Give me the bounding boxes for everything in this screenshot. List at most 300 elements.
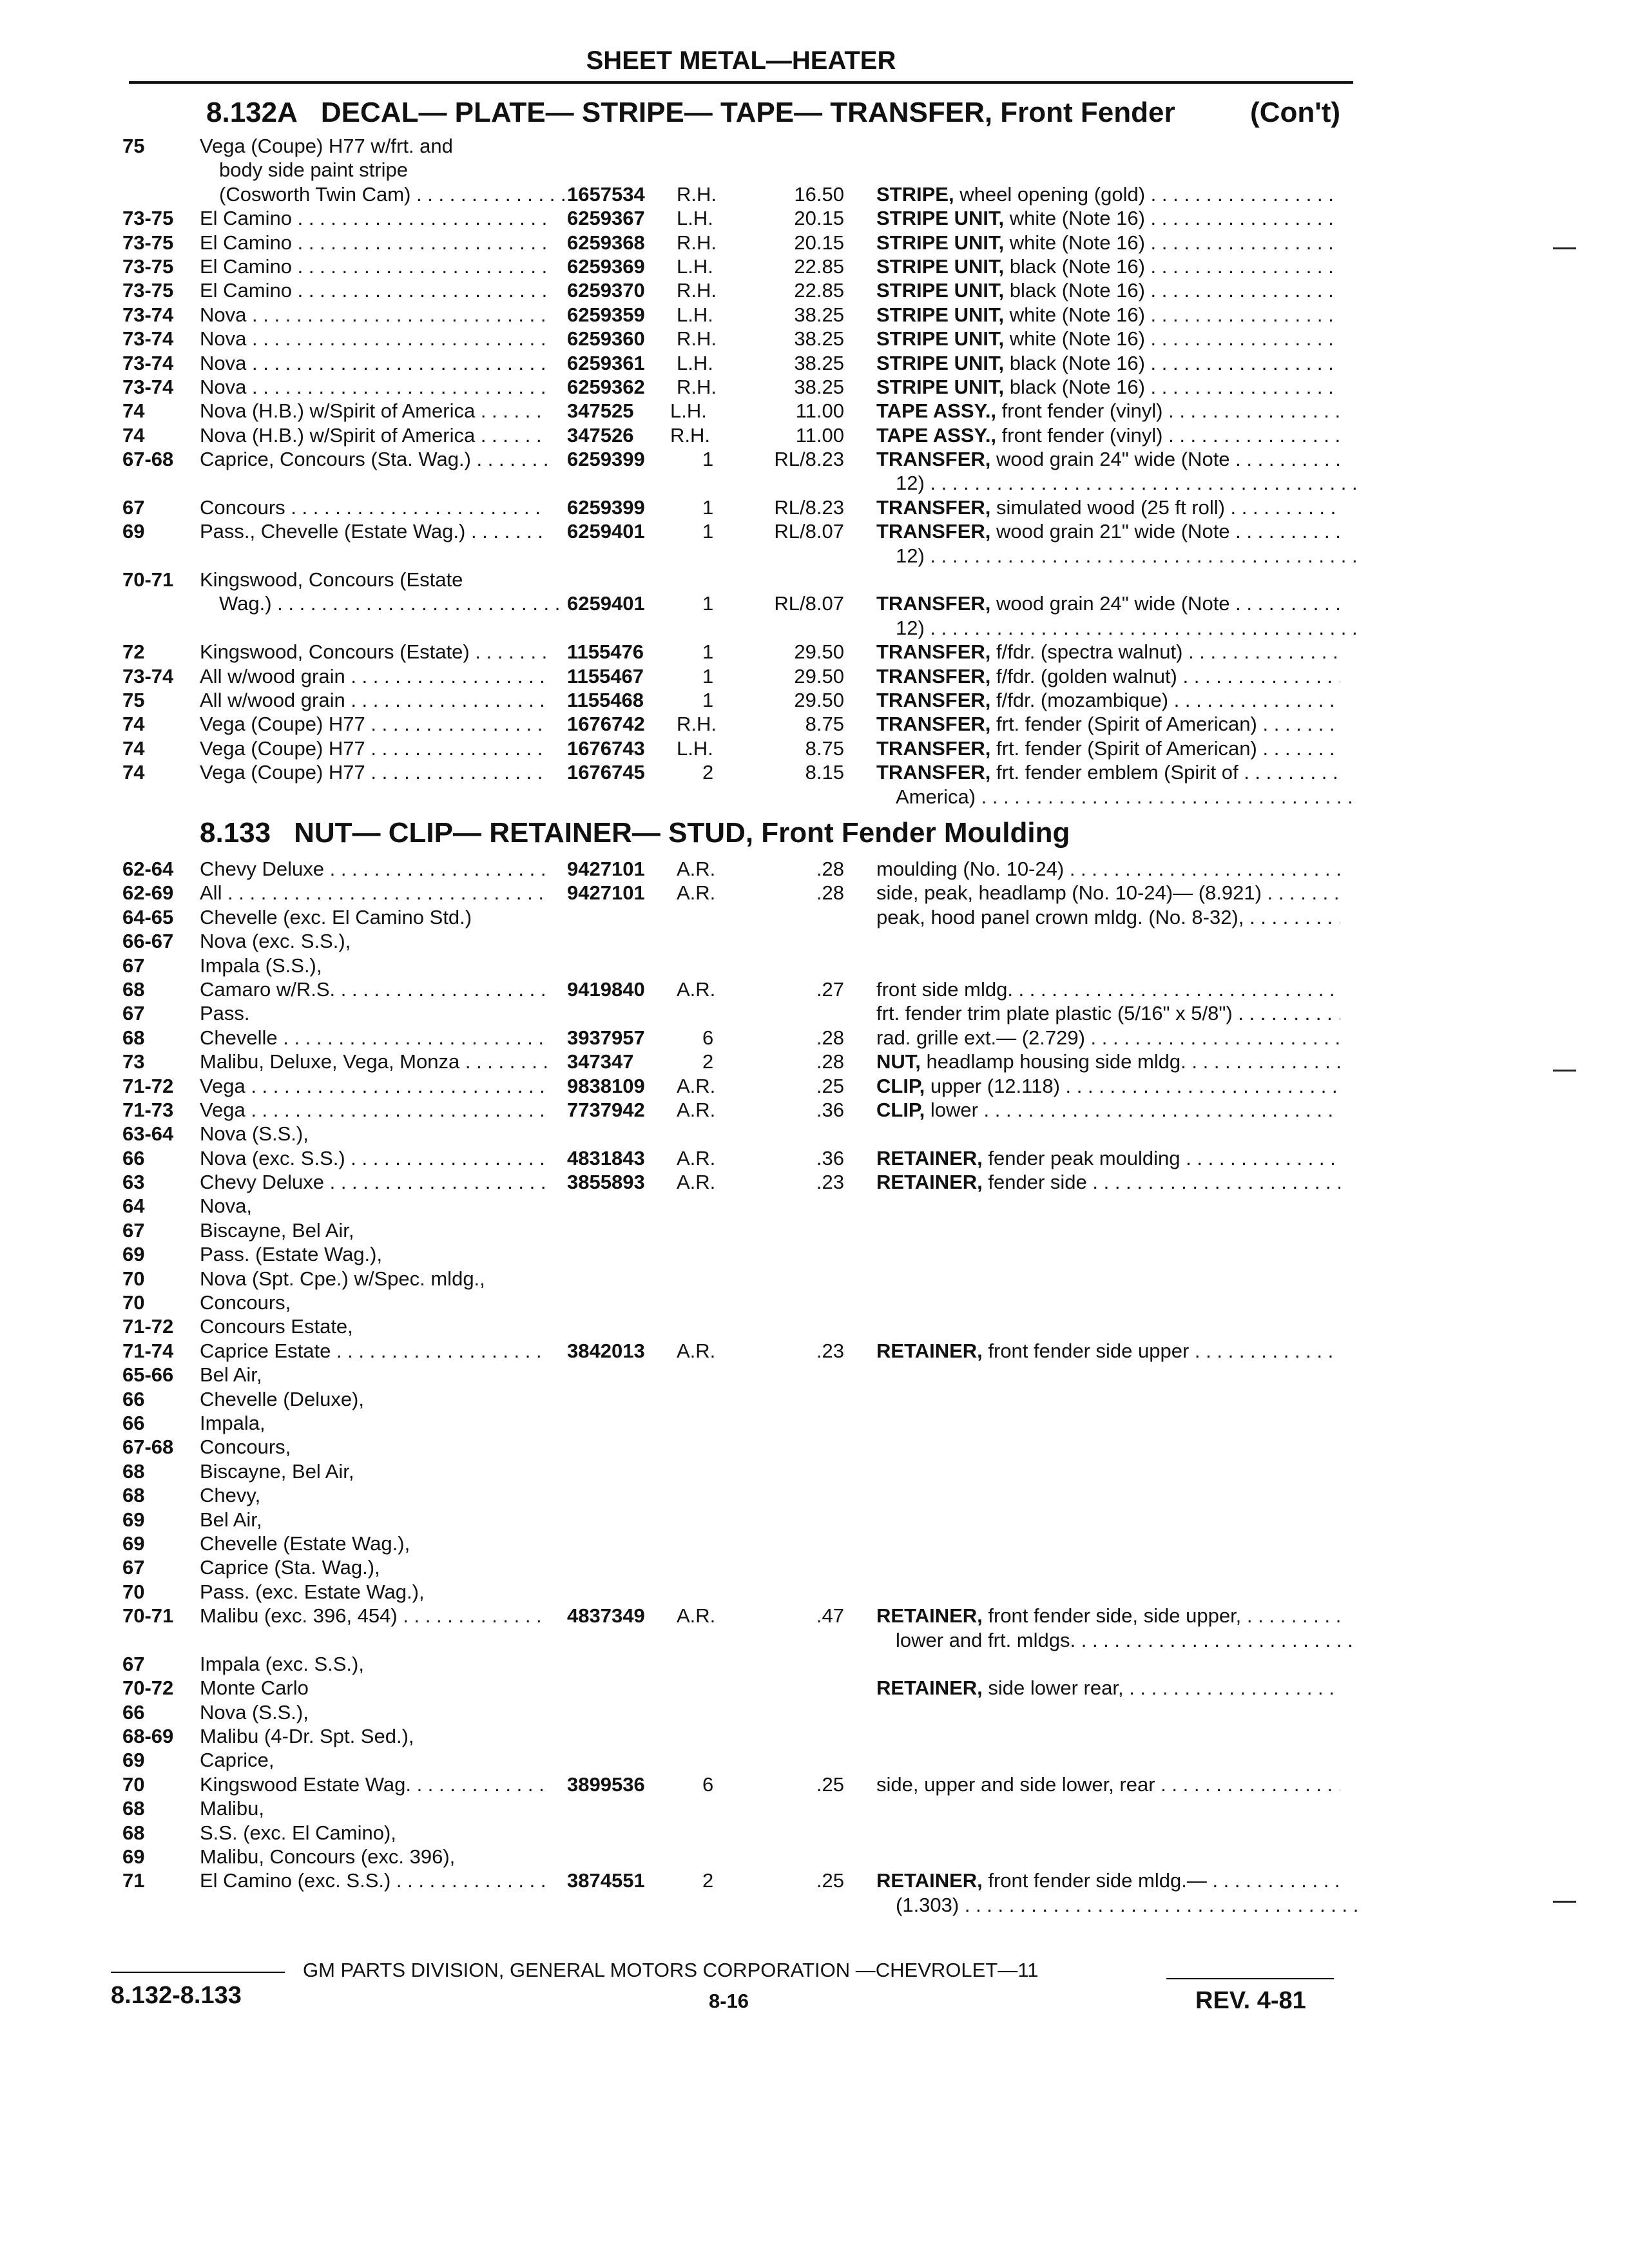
quantity: 1: [702, 448, 714, 471]
vehicle-model: Nova . . .: [200, 351, 548, 375]
part-number-value: 6259399: [567, 448, 645, 471]
part-description-text: frt. fender (Spirit of American): [990, 713, 1257, 736]
part-type: TRANSFER,: [876, 713, 991, 736]
table-row: [0, 1604, 1629, 1628]
part-description-text: front fender side mldg.—: [982, 1869, 1207, 1892]
part-description: [876, 519, 1340, 543]
part-number-value: 3874551: [567, 1869, 645, 1892]
part-description-text: peak, hood panel crown mldg. (No. 8-32),: [876, 905, 1244, 928]
part-description-text: side, peak, headlamp (No. 10-24)— (8.921): [876, 881, 1262, 905]
vehicle-model: All . . .: [200, 881, 548, 905]
part-description: [896, 471, 1360, 495]
table-row: [0, 278, 1629, 302]
vehicle-model: Kingswood, Concours (Estate) . . .: [200, 640, 548, 664]
price-value: RL/8.07: [774, 592, 844, 615]
part-description: [876, 1170, 1340, 1194]
part-description: [876, 736, 1340, 760]
part-description-text: black (Note 16): [1004, 279, 1145, 302]
vehicle-model: Caprice Estate . . .: [200, 1339, 548, 1363]
part-number: [567, 1773, 645, 1796]
part-description-text: America): [896, 785, 976, 808]
part-number-value: 6259369: [567, 255, 645, 278]
part-description: [876, 351, 1340, 375]
page-header: SHEET METAL—HEATER: [586, 46, 896, 75]
part-number: [567, 1869, 645, 1892]
part-description: [876, 327, 1340, 351]
part-description: [876, 905, 1340, 929]
part-description: [876, 712, 1340, 736]
table-row: [0, 1676, 1629, 1700]
vehicle-model: Vega (Coupe) H77 . . .: [200, 712, 548, 736]
table-row: [0, 1291, 1629, 1314]
part-number-value: 6259370: [567, 279, 645, 302]
table-row: [0, 1387, 1629, 1411]
table-row: [0, 182, 1629, 206]
part-number: [567, 640, 644, 664]
part-number: [567, 1098, 645, 1122]
vehicle-model: Impala (S.S.),: [200, 954, 322, 977]
vehicle-model: Camaro w/R.S. . . .: [200, 977, 548, 1001]
quantity: 1: [702, 664, 714, 687]
vehicle-model: Chevelle (Deluxe),: [200, 1387, 364, 1410]
table-row: [0, 1194, 1629, 1218]
vehicle-model: Pass. (Estate Wag.),: [200, 1243, 383, 1266]
part-number: [567, 712, 645, 736]
part-description-text: white (Note 16): [1004, 327, 1145, 351]
part-description: [876, 255, 1340, 278]
table-row: [0, 1700, 1629, 1724]
vehicle-model: El Camino . . .: [200, 278, 548, 302]
table-row: [0, 1122, 1629, 1146]
part-type: RETAINER,: [876, 1339, 983, 1362]
part-description: [876, 303, 1340, 327]
model-years: 66: [122, 1387, 145, 1410]
part-description: [896, 544, 1360, 568]
price-value: 8.75: [805, 713, 844, 736]
part-description: [876, 1604, 1340, 1628]
part-number: [567, 375, 645, 399]
price-value: 29.50: [794, 688, 844, 711]
vehicle-model: El Camino . . .: [200, 206, 548, 230]
part-description-text: f/fdr. (spectra walnut): [990, 640, 1183, 664]
part-description: [896, 785, 1360, 809]
quantity: R.H.: [677, 182, 717, 206]
model-years: 69: [122, 1845, 145, 1869]
part-type: STRIPE UNIT,: [876, 327, 1005, 351]
part-description: [876, 231, 1340, 255]
price-value: .36: [816, 1098, 844, 1121]
model-years: 67-68: [122, 448, 174, 471]
model-years: 69: [122, 520, 145, 543]
part-description: [876, 760, 1340, 784]
model-years: 69: [122, 1532, 145, 1555]
footer-section-ref: 8.132-8.133: [111, 1982, 242, 2009]
part-description-text: lower: [925, 1098, 978, 1121]
vehicle-model: Concours Estate,: [200, 1315, 353, 1338]
quantity: A.R.: [677, 1098, 716, 1121]
model-years: 71-74: [122, 1339, 174, 1362]
table-row: [0, 568, 1629, 591]
table-row: [0, 616, 1629, 640]
price-value: RL/8.07: [774, 520, 844, 543]
part-description-text: 12): [896, 616, 925, 639]
vehicle-model: Vega (Coupe) H77 . . .: [200, 760, 548, 784]
model-years: 74: [122, 713, 145, 736]
part-description-text: frt. fender (Spirit of American): [990, 736, 1257, 760]
vehicle-model: Nova (Spt. Cpe.) w/Spec. mldg.,: [200, 1267, 485, 1290]
part-type: STRIPE UNIT,: [876, 375, 1005, 398]
part-number: [567, 1604, 645, 1628]
table-row: [0, 760, 1629, 784]
quantity: 2: [702, 1050, 714, 1073]
model-years: 66: [122, 1700, 145, 1724]
part-number: [567, 881, 645, 905]
part-description-text: 12): [896, 472, 925, 495]
vehicle-model: Vega . . .: [200, 1098, 548, 1122]
price-value: .28: [816, 881, 844, 905]
part-number: [567, 519, 645, 543]
model-years: 68: [122, 977, 145, 1001]
vehicle-model: Nova . . .: [200, 327, 548, 351]
model-years: 74: [122, 423, 145, 447]
model-years: 68: [122, 1484, 145, 1507]
model-years: 67: [122, 495, 145, 519]
part-description-text: wood grain 24" wide (Note: [990, 592, 1230, 615]
table-row: [0, 1508, 1629, 1532]
quantity: 6: [702, 1773, 714, 1796]
vehicle-model: Concours,: [200, 1436, 291, 1459]
part-description: [876, 206, 1340, 230]
header-rule: [129, 81, 1353, 84]
part-description: [876, 1098, 1340, 1122]
quantity: A.R.: [677, 1074, 716, 1097]
model-years: 68: [122, 1026, 145, 1049]
model-years: 68: [122, 1797, 145, 1820]
price-value: 8.15: [805, 761, 844, 784]
table-row: [0, 1050, 1629, 1073]
part-description: [876, 1050, 1340, 1073]
vehicle-model: Nova . . .: [200, 303, 548, 327]
vehicle-model: Impala,: [200, 1411, 265, 1434]
part-number-value: 9838109: [567, 1074, 645, 1097]
price-value: 29.50: [794, 640, 844, 664]
table-row: [0, 1796, 1629, 1820]
vehicle-model: Bel Air,: [200, 1363, 262, 1387]
model-years: 70-72: [122, 1677, 174, 1700]
model-years: 70: [122, 1291, 145, 1314]
quantity: 2: [702, 1869, 714, 1892]
part-number: [567, 736, 645, 760]
part-type: TRANSFER,: [876, 688, 991, 711]
part-type: RETAINER,: [876, 1677, 983, 1700]
part-type: STRIPE UNIT,: [876, 279, 1005, 302]
table-row: [0, 1580, 1629, 1604]
part-number: [567, 399, 633, 423]
section-number: 8.133: [200, 817, 271, 849]
part-number-value: 347347: [567, 1050, 634, 1073]
vehicle-model: Caprice, Concours (Sta. Wag.) . . .: [200, 447, 548, 471]
price-value: .23: [816, 1171, 844, 1194]
part-number-value: 9427101: [567, 881, 645, 905]
table-row: [0, 471, 1629, 495]
table-row: [0, 1411, 1629, 1435]
table-row: [0, 544, 1629, 568]
quantity: R.H.: [677, 231, 717, 254]
model-years: 73: [122, 1050, 145, 1073]
table-row: [0, 447, 1629, 471]
model-years: 71-73: [122, 1098, 174, 1121]
part-description-text: fender peak moulding: [982, 1146, 1181, 1169]
part-type: STRIPE UNIT,: [876, 231, 1005, 254]
table-row: [0, 640, 1629, 664]
model-years: 71: [122, 1869, 145, 1892]
quantity: 2: [702, 761, 714, 784]
quantity: L.H.: [670, 399, 707, 423]
part-description-text: frt. fender emblem (Spirit of: [990, 761, 1239, 784]
part-type: TAPE ASSY.,: [876, 423, 997, 447]
part-number-value: 6259360: [567, 327, 645, 351]
part-description: [896, 616, 1360, 640]
vehicle-model: All w/wood grain . . .: [200, 664, 548, 688]
model-years: 63: [122, 1171, 145, 1194]
part-number: [567, 327, 645, 351]
vehicle-model: body side paint stripe: [219, 159, 408, 182]
model-years: 67: [122, 1002, 145, 1025]
continued-label: (Con't): [1250, 97, 1340, 128]
table-row: [0, 1170, 1629, 1194]
part-number: [567, 423, 633, 447]
vehicle-model: Pass. (exc. Estate Wag.),: [200, 1580, 425, 1603]
part-description-text: front fender (vinyl): [996, 423, 1163, 447]
model-years: 67: [122, 1652, 145, 1675]
table-row: [0, 857, 1629, 881]
quantity: L.H.: [677, 351, 713, 374]
part-description: [876, 664, 1340, 688]
table-row: [0, 351, 1629, 375]
part-number: [567, 1339, 645, 1363]
vehicle-model: Nova (H.B.) w/Spirit of America . . .: [200, 399, 548, 423]
part-number: [567, 688, 644, 712]
part-type: TRANSFER,: [876, 495, 991, 519]
part-number-value: 347525: [567, 399, 634, 423]
part-description-text: upper (12.118): [925, 1074, 1060, 1097]
model-years: 73-75: [122, 255, 174, 278]
model-years: 73-75: [122, 207, 174, 230]
part-description: [876, 881, 1340, 905]
table-row: [0, 1483, 1629, 1507]
table-row: [0, 1555, 1629, 1579]
part-description-text: wheel opening (gold): [954, 182, 1146, 206]
model-years: 64-65: [122, 905, 174, 928]
parts-list-8-132a: [0, 134, 1629, 809]
section-heading: NUT— CLIP— RETAINER— STUD, Front Fender Moulding: [294, 817, 1070, 849]
table-row: [0, 1314, 1629, 1338]
model-years: 73-74: [122, 327, 174, 351]
part-description: [876, 447, 1340, 471]
quantity: R.H.: [677, 279, 717, 302]
part-number: [567, 255, 645, 278]
part-type: CLIP,: [876, 1074, 925, 1097]
part-description: [876, 857, 1340, 881]
part-number-value: 3842013: [567, 1339, 645, 1362]
part-number: [567, 182, 645, 206]
table-row: [0, 519, 1629, 543]
part-description: [876, 1146, 1340, 1170]
quantity: L.H.: [677, 303, 713, 326]
part-type: RETAINER,: [876, 1869, 983, 1892]
model-years: 66-67: [122, 930, 174, 953]
part-number-value: 1155467: [567, 664, 644, 687]
part-number: [567, 857, 645, 881]
vehicle-model: All w/wood grain . . .: [200, 688, 548, 712]
part-number: [567, 1074, 645, 1098]
model-years: 73-75: [122, 279, 174, 302]
part-number-value: 1155476: [567, 640, 644, 664]
quantity: A.R.: [677, 1146, 716, 1169]
part-number-value: 6259359: [567, 303, 645, 326]
vehicle-model: Malibu,: [200, 1797, 264, 1820]
part-description-text: white (Note 16): [1004, 207, 1145, 230]
table-row: [0, 1146, 1629, 1170]
table-row: [0, 1869, 1629, 1892]
part-number-value: 6259362: [567, 375, 645, 398]
model-years: 73-74: [122, 303, 174, 326]
table-row: [0, 255, 1629, 278]
vehicle-model: Vega (Coupe) H77 w/frt. and: [200, 135, 453, 157]
model-years: 66: [122, 1146, 145, 1169]
part-number: [567, 278, 645, 302]
part-description: [876, 688, 1340, 712]
part-number-value: 6259361: [567, 351, 645, 374]
model-years: 69: [122, 1243, 145, 1266]
vehicle-model: Chevy Deluxe . . .: [200, 857, 548, 881]
model-years: 62-69: [122, 881, 174, 905]
model-years: 71-72: [122, 1074, 174, 1097]
table-row: [0, 1459, 1629, 1483]
part-description: [876, 1339, 1340, 1363]
vehicle-model: Monte Carlo: [200, 1677, 309, 1700]
quantity: 1: [702, 495, 714, 519]
vehicle-model: Pass., Chevelle (Estate Wag.) . . .: [200, 519, 548, 543]
vehicle-model: El Camino . . .: [200, 255, 548, 278]
margin-mark: [1553, 247, 1576, 249]
model-years: 74: [122, 761, 145, 784]
part-number-value: 3937957: [567, 1026, 645, 1049]
vehicle-model: Kingswood, Concours (Estate: [200, 568, 463, 591]
table-row: [0, 1532, 1629, 1555]
table-row: [0, 303, 1629, 327]
quantity: 1: [702, 640, 714, 664]
table-row: [0, 1001, 1629, 1025]
quantity: L.H.: [677, 736, 713, 760]
part-type: STRIPE UNIT,: [876, 255, 1005, 278]
part-type: RETAINER,: [876, 1604, 983, 1628]
quantity: A.R.: [677, 977, 716, 1001]
part-description-text: headlamp housing side mldg.: [920, 1050, 1186, 1073]
model-years: 73-74: [122, 351, 174, 374]
vehicle-model: Concours . . .: [200, 495, 548, 519]
quantity: A.R.: [677, 881, 716, 905]
part-number: [567, 1026, 645, 1050]
part-description-text: front fender side upper: [982, 1339, 1190, 1362]
price-value: 20.15: [794, 207, 844, 230]
price-value: 38.25: [794, 303, 844, 326]
part-number-value: 7737942: [567, 1098, 645, 1121]
part-number: [567, 760, 645, 784]
part-number: [567, 591, 645, 615]
section-title-8-133: [200, 817, 1070, 849]
part-description-text: side lower rear,: [982, 1677, 1124, 1700]
part-description-text: 12): [896, 544, 925, 567]
part-description-text: simulated wood (25 ft roll): [990, 495, 1225, 519]
quantity: A.R.: [677, 1171, 716, 1194]
table-row: [0, 688, 1629, 712]
footer-rule: [111, 1972, 285, 1973]
price-value: 20.15: [794, 231, 844, 254]
vehicle-model: Caprice (Sta. Wag.),: [200, 1556, 380, 1579]
price-value: .27: [816, 977, 844, 1001]
model-years: 70: [122, 1267, 145, 1290]
price-value: 38.25: [794, 375, 844, 398]
vehicle-model: Nova (exc. S.S.),: [200, 930, 351, 953]
part-description: [876, 1001, 1340, 1025]
table-row: [0, 591, 1629, 615]
section-title-8-132a: [206, 97, 1340, 129]
part-type: STRIPE UNIT,: [876, 207, 1005, 230]
part-description: [876, 977, 1340, 1001]
price-value: .47: [816, 1604, 844, 1628]
table-row: [0, 977, 1629, 1001]
part-description-text: black (Note 16): [1004, 255, 1145, 278]
table-row: [0, 327, 1629, 351]
part-number: [567, 664, 644, 688]
vehicle-model: Biscayne, Bel Air,: [200, 1459, 354, 1483]
quantity: R.H.: [677, 375, 717, 398]
part-type: TRANSFER,: [876, 640, 991, 664]
part-number: [567, 447, 645, 471]
part-description: [896, 1628, 1360, 1652]
price-value: 29.50: [794, 664, 844, 687]
part-number: [567, 351, 645, 375]
part-number-value: 9419840: [567, 977, 645, 1001]
part-number-value: 6259367: [567, 207, 645, 230]
part-description: [896, 1893, 1360, 1917]
part-description-text: f/fdr. (mozambique): [990, 688, 1169, 711]
quantity: A.R.: [677, 1604, 716, 1628]
model-years: 73-75: [122, 231, 174, 254]
vehicle-model: El Camino . . .: [200, 231, 548, 255]
part-number-value: 9427101: [567, 858, 645, 880]
vehicle-model: Chevelle (exc. El Camino Std.): [200, 905, 472, 928]
part-number-value: 6259401: [567, 592, 645, 615]
vehicle-model: S.S. (exc. El Camino),: [200, 1821, 396, 1844]
model-years: 74: [122, 399, 145, 423]
part-type: STRIPE UNIT,: [876, 303, 1005, 326]
table-row: [0, 1628, 1629, 1652]
vehicle-model: Biscayne, Bel Air,: [200, 1218, 354, 1242]
quantity: 1: [702, 688, 714, 711]
part-description: [876, 399, 1340, 423]
quantity: A.R.: [677, 858, 716, 880]
table-row: [0, 664, 1629, 688]
quantity: 6: [702, 1026, 714, 1049]
part-description-text: black (Note 16): [1004, 375, 1145, 398]
part-number-value: 6259399: [567, 495, 645, 519]
part-description: [876, 182, 1340, 206]
part-description: [876, 495, 1340, 519]
model-years: 70-71: [122, 568, 174, 591]
part-description-text: black (Note 16): [1004, 351, 1145, 374]
